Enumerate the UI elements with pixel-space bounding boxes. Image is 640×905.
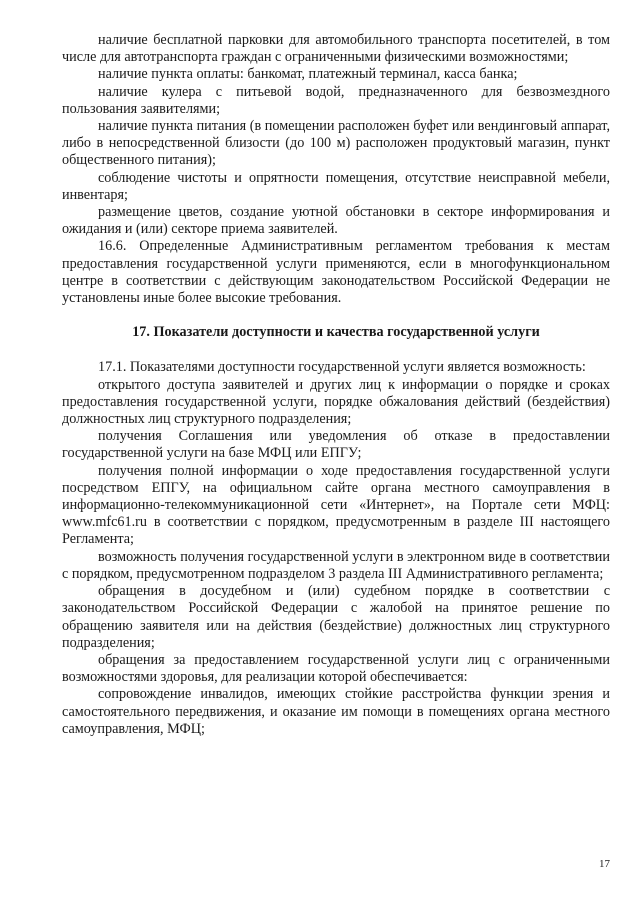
paragraph-food-point: наличие пункта питания (в помещении расположен буфет или вендинговый аппарат, либо в непосредственной близости (до 100 м) расположен продуктовый магазин, пункт общественного питания);	[62, 118, 610, 169]
paragraph-cleanliness: соблюдение чистоты и опрятности помещения, отсутствие неисправной мебели, инвентаря;	[62, 169, 610, 203]
document-page	[62, 32, 610, 738]
paragraph-progress-info: получения полной информации о ходе предоставления государственной услуги посредством ЕПГУ, на официальном сайте органа местного самоуправления в информационно-телекоммуникационной сети «Интернет», на Портале сети МФЦ: www.mfc61.ru в соответствии с порядком, предусмотренным в разделе III настоящего Регламента;	[62, 462, 610, 548]
paragraph-assistance: сопровождение инвалидов, имеющих стойкие расстройства функции зрения и самостоятельного передвижения, и оказание им помощи в помещениях органа местного самоуправления, МФЦ;	[62, 686, 610, 737]
paragraph-disabled-access: обращения за предоставлением государственной услуги лиц с ограниченными возможностями здоровья, для реализации которой обеспечивается:	[62, 651, 610, 686]
paragraph-electronic-service: возможность получения государственной услуги в электронном виде в соответствии с порядком, предусмотренном подразделом 3 раздела III Административного регламента;	[62, 548, 610, 582]
paragraph-parking: наличие бесплатной парковки для автомобильного транспорта посетителей, в том числе для автотранспорта граждан с ограниченными физическими возможностями;	[62, 32, 610, 66]
paragraph-17-1: 17.1. Показателями доступности государственной услуги является возможность:	[98, 359, 586, 376]
paragraph-16-6: 16.6. Определенные Административным регламентом требования к местам предоставления государственной услуги применяются, если в многофункциональном центре в соответствии с действующим законодательством Российской Федерации не установлены иные более высокие требования.	[62, 238, 610, 307]
paragraph-open-access: открытого доступа заявителей и других лиц к информации о порядке и сроках предоставления государственной услуги, порядке обжалования действий (бездействия) должностных лиц структурного подразделения;	[62, 376, 610, 428]
section-17-heading: 17. Показатели доступности и качества государственной услуги	[132, 324, 540, 341]
page-number: 17	[599, 858, 610, 870]
paragraph-flowers: размещение цветов, создание уютной обстановки в секторе информирования и ожидания и (или) секторе приема заявителей.	[62, 204, 610, 238]
paragraph-appeal: обращения в досудебном и (или) судебном порядке в соответствии с законодательством Российской Федерации с жалобой на принятое решение по обращению заявителя или на действия (бездействие) должностных лиц структурного подразделения;	[62, 583, 610, 651]
paragraph-payment-point: наличие пункта оплаты: банкомат, платежный терминал, касса банка;	[98, 66, 518, 83]
paragraph-water-cooler: наличие кулера с питьевой водой, предназначенного для безвозмездного пользования заявителями;	[62, 83, 610, 117]
paragraph-agreement: получения Соглашения или уведомления об отказе в предоставлении государственной услуги на базе МФЦ или ЕПГУ;	[62, 428, 610, 462]
